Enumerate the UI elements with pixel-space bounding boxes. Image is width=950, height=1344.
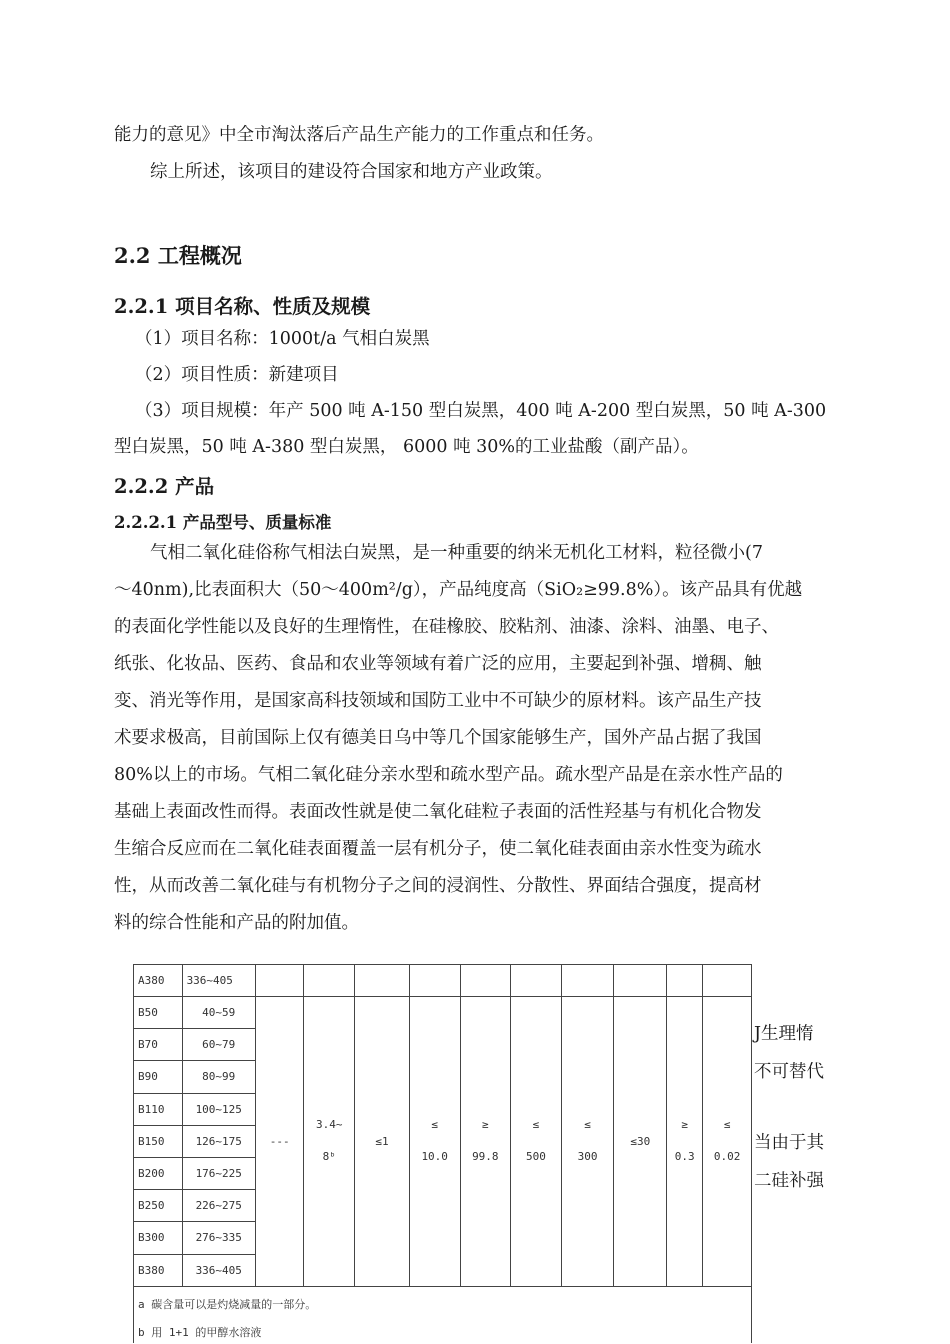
range-cell: 276~335 (182, 1222, 255, 1254)
range-cell: 40~59 (182, 997, 255, 1029)
section-2-2-2-heading: 2.2.2 产品 (114, 475, 215, 498)
merged-cell-bottom: 10.0 (421, 1150, 448, 1164)
range-cell: 126~175 (182, 1125, 255, 1157)
obscured-text-fragment: 当由于其 (754, 1133, 824, 1153)
merged-cell-top: ≤ (584, 1118, 591, 1132)
table-row (134, 965, 752, 997)
merged-cell-bottom: 500 (526, 1150, 546, 1164)
project-name-item: （1）项目名称：1000t/a 气相白炭黑 (135, 329, 430, 349)
merged-cell (561, 997, 614, 1287)
merged-cell (511, 997, 562, 1287)
table-note-b: b 用 1+1 的甲醇水溶液 (134, 1315, 752, 1343)
table-row (134, 997, 752, 1029)
merged-cell-bottom: 0.02 (713, 1150, 741, 1164)
range-cell: 80~99 (182, 1061, 255, 1093)
project-scale-item: （3）项目规模：年产 500 吨 A-150 型白炭黑，400 吨 A-200 型白炭黑，50 吨 A-300 (135, 401, 827, 421)
product-description (114, 535, 844, 942)
merged-cell (304, 997, 355, 1287)
intro-line-1: 能力的意见》中全市淘汰落后产品生产能力的工作重点和任务。 (114, 125, 604, 145)
grade-cell: B300 (134, 1222, 183, 1254)
section-2-2-heading: 2.2 工程概况 (114, 243, 242, 268)
section-2-2-2-1-heading: 2.2.2.1 产品型号、质量标准 (114, 513, 332, 532)
paragraph-line: 基础上表面改性而得。表面改性就是使二氧化硅粒子表面的活性羟基与有机化合物发 (114, 802, 762, 822)
intro-line-2: 综上所述，该项目的建设符合国家和地方产业政策。 (150, 162, 553, 182)
table-note-a: a 碳含量可以是灼烧减量的一部分。 (134, 1286, 752, 1315)
range-cell: 100~125 (182, 1093, 255, 1125)
merged-cell (667, 997, 703, 1287)
section-2-2-1-heading: 2.2.1 项目名称、性质及规模 (114, 295, 371, 318)
grade-cell: B90 (134, 1061, 183, 1093)
merged-cell-top: ≤ (723, 1118, 731, 1132)
range-cell: 336~405 (182, 965, 255, 997)
merged-cell: --- (255, 997, 304, 1287)
grade-cell: B150 (134, 1125, 183, 1157)
range-cell: 176~225 (182, 1157, 255, 1189)
paragraph-line: 性，从而改善二氧化硅与有机物分子之间的浸润性、分散性、界面结合强度，提高材 (114, 876, 762, 896)
merged-cell-bottom: 300 (577, 1150, 598, 1164)
merged-cell-bottom: 8ᵇ (322, 1150, 336, 1164)
obscured-text-fragment: J生理惰 (754, 1024, 814, 1044)
paragraph-line: 气相二氧化硅俗称气相法白炭黑，是一种重要的纳米无机化工材料，粒径微小(7 (150, 543, 763, 563)
merged-cell: ≤1 (355, 997, 410, 1287)
range-cell: 60~79 (182, 1029, 255, 1061)
merged-cell-top: ≤ (431, 1118, 438, 1132)
table-note-row (134, 1315, 752, 1343)
range-cell: 336~405 (182, 1254, 255, 1286)
grade-cell: A380 (134, 965, 183, 997)
paragraph-line: 变、消光等作用，是国家高科技领域和国防工业中不可缺少的原材料。该产品生产技 (114, 691, 762, 711)
paragraph-line: 术要求极高，目前国际上仅有德美日乌中等几个国家能够生产，国外产品占据了我国 (114, 728, 762, 748)
table-note-row (134, 1286, 752, 1315)
project-nature-item: （2）项目性质：新建项目 (135, 365, 339, 385)
obscured-text-fragment: 二硅补强 (754, 1171, 824, 1191)
grade-cell: B50 (134, 997, 183, 1029)
merged-cell-top: ≤ (532, 1118, 540, 1132)
grade-cell: B70 (134, 1029, 183, 1061)
project-scale-item-cont: 型白炭黑，50 吨 A-380 型白炭黑， 6000 吨 30%的工业盐酸（副产品）。 (114, 437, 699, 457)
paragraph-line: ～40nm),比表面积大（50～400m²/g），产品纯度高（SiO₂≥99.8%）。该产品具有优越 (114, 580, 803, 600)
paragraph-line: 80%以上的市场。气相二氧化硅分亲水型和疏水型产品。疏水型产品是在亲水性产品的 (114, 765, 783, 785)
obscured-text-fragment: 不可替代 (754, 1062, 824, 1082)
paragraph-line: 生缩合反应而在二氧化硅表面覆盖一层有机分子，使二氧化硅表面由亲水性变为疏水 (114, 839, 762, 859)
merged-cell-top: ≥ (681, 1118, 689, 1132)
product-spec-table (133, 964, 752, 1343)
merged-cell (409, 997, 460, 1287)
grade-cell: B200 (134, 1157, 183, 1189)
merged-cell: ≤30 (614, 997, 667, 1287)
paragraph-line: 纸张、化妆品、医药、食品和农业等领域有着广泛的应用，主要起到补强、增稠、触 (114, 654, 762, 674)
paragraph-line: 的表面化学性能以及良好的生理惰性，在硅橡胶、胶粘剂、油漆、涂料、油墨、电子、 (114, 617, 779, 637)
grade-cell: B380 (134, 1254, 183, 1286)
grade-cell: B110 (134, 1093, 183, 1125)
grade-cell: B250 (134, 1190, 183, 1222)
paragraph-line: 料的综合性能和产品的附加值。 (114, 913, 359, 933)
merged-cell-top: 3.4~ (316, 1118, 343, 1132)
merged-cell-bottom: 0.3 (674, 1150, 695, 1164)
merged-cell (460, 997, 511, 1287)
range-cell: 226~275 (182, 1190, 255, 1222)
merged-cell (703, 997, 752, 1287)
merged-cell-top: ≥ (482, 1118, 489, 1132)
merged-cell-bottom: 99.8 (472, 1150, 499, 1164)
